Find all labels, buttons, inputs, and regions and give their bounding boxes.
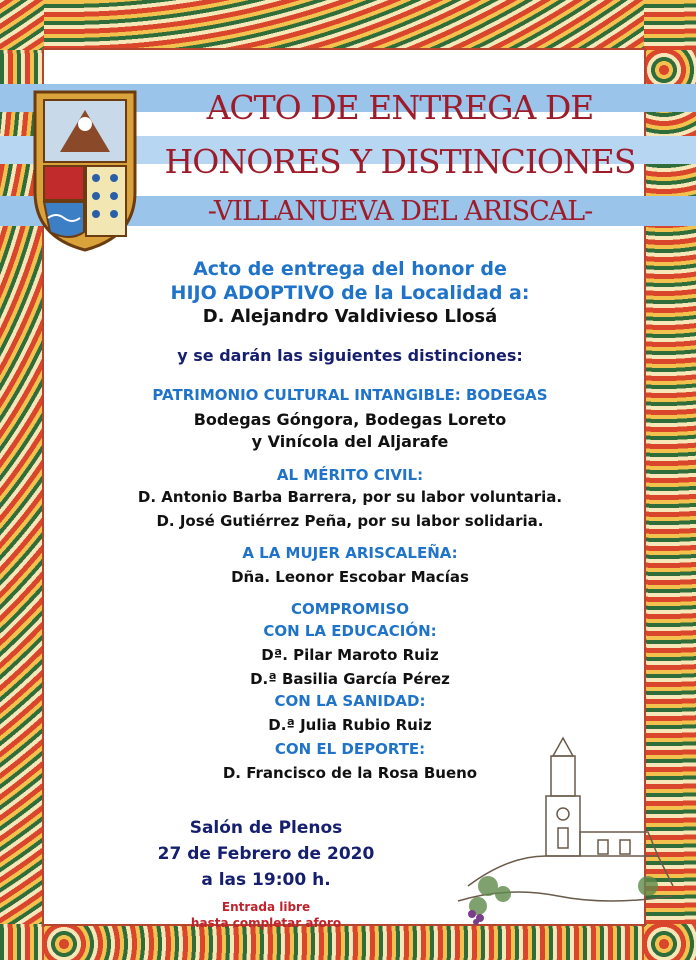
- educacion-line-1: Dª. Pilar Maroto Ruiz: [261, 646, 439, 664]
- mujer-line-1: Dña. Leonor Escobar Macías: [231, 568, 469, 586]
- honoree-name: D. Alejandro Valdivieso Llosá: [202, 306, 498, 327]
- event-time: a las 19:00 h.: [201, 870, 331, 890]
- entry-note-2: hasta completar aforo: [190, 916, 342, 930]
- title-line-1: ACTO DE ENTREGA DE: [206, 88, 594, 127]
- sanidad-line-1: D.ª Julia Rubio Ruiz: [268, 716, 432, 734]
- compromiso-sanidad-title: CON LA SANIDAD:: [274, 692, 426, 710]
- event-date: 27 de Febrero de 2020: [157, 844, 375, 864]
- distinctions-intro: y se darán las siguientes distinciones:: [177, 346, 523, 365]
- event-place: Salón de Plenos: [189, 818, 343, 838]
- section-mujer-title: A LA MUJER ARISCALEÑA:: [242, 544, 458, 562]
- section-compromiso-title: COMPROMISO: [290, 600, 410, 618]
- compromiso-deporte-title: CON EL DEPORTE:: [274, 740, 426, 758]
- merito-line-2: D. José Gutiérrez Peña, por su labor solidaria.: [156, 512, 544, 530]
- patrimonio-line-1: Bodegas Góngora, Bodegas Loreto: [193, 410, 507, 429]
- compromiso-educacion-title: CON LA EDUCACIÓN:: [263, 622, 437, 640]
- title-town: -VILLANUEVA DEL ARISCAL-: [207, 196, 593, 227]
- deporte-line-1: D. Francisco de la Rosa Bueno: [222, 764, 478, 782]
- educacion-line-2: D.ª Basilia García Pérez: [250, 670, 450, 688]
- section-merito-title: AL MÉRITO CIVIL:: [276, 466, 424, 484]
- section-patrimonio-title: PATRIMONIO CULTURAL INTANGIBLE: BODEGAS: [152, 386, 548, 404]
- patrimonio-line-2: y Vinícola del Aljarafe: [251, 432, 449, 451]
- title-line-2: HONORES Y DISTINCIONES: [164, 142, 636, 181]
- entry-note-1: Entrada libre: [221, 900, 311, 914]
- intro-line-1: Acto de entrega del honor de: [193, 258, 507, 280]
- merito-line-1: D. Antonio Barba Barrera, por su labor voluntaria.: [137, 488, 563, 506]
- intro-line-2: HIJO ADOPTIVO de la Localidad a:: [170, 282, 530, 304]
